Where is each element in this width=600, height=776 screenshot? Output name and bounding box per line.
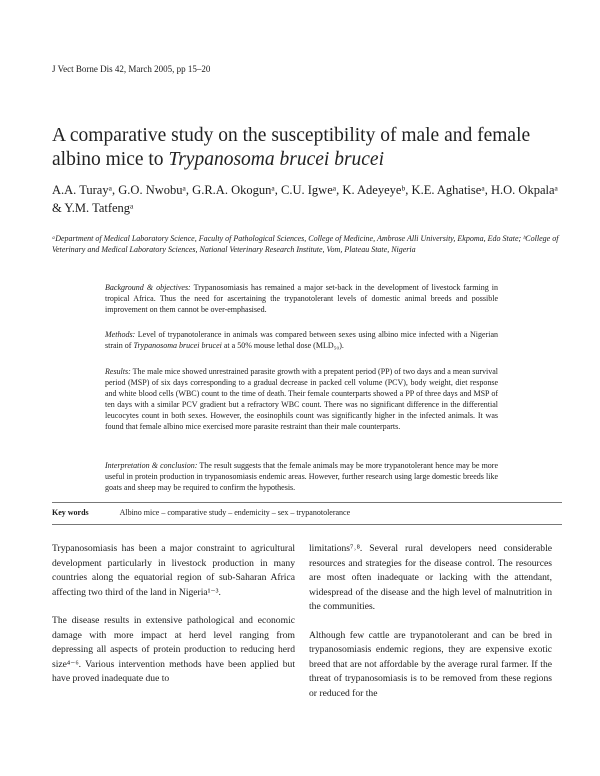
keywords-bottom-rule <box>52 524 562 525</box>
body-column-right <box>309 542 552 715</box>
paper-title <box>52 124 552 172</box>
interpretation-text: The result suggests that the female animals may be more trypanotolerant hence may be more useful in protein production in trypanosomiasis endemic areas. However, further research using large domestic breeds like goats and sheep may be required to confirm the hypothesis. <box>105 461 499 492</box>
results-text: The male mice showed unrestrained parasite growth with a prepatent period (PP) of two days and a mean survival period (MSP) of six days corresponding to a gradual decrease in packed cell volume (PCV), body weight, diet response and white blood cells (WBC) count to the time of death. Their female counterparts showed a PP of three days and MSP of ten days with a similar PCV gradient but a refractory WBC count. There was no significant difference in the differential leucocytes count in both sexes. However, the eosinophils count was significantly higher in the infected animals. It was found that female albino mice exercised more parasite restraint than their male counterparts. <box>105 367 498 431</box>
abstract-results <box>105 366 498 432</box>
body-paragraph: The disease results in extensive pathological and economic damage with more impact at herd level ranging from depressing all aspects of protein production to reducing herd size⁴⁻⁶. Various intervention methods have been applied but have proved inadequate due to <box>52 615 295 684</box>
title-species: Trypanosoma brucei brucei <box>168 149 385 170</box>
author-list: A.A. Turayᵃ, G.O. Nwobuᵃ, G.R.A. Okogunᵃ, C.U. Igweᵃ, K. Adeyeyeᵇ, K.E. Aghatiseᵃ, H.O. Okpalaᵃ & Y.M. Tatfengᵃ <box>52 183 558 215</box>
abstract-interpretation <box>105 460 498 493</box>
body-column-left <box>52 542 295 701</box>
affiliation-b: ᵇCollege of Veterinary and Medical Laboratory Sciences, National Veterinary Research Institute, Vom, Plateau State, Nigeria <box>52 234 559 255</box>
methods-text-end: at a 50% mouse lethal dose (MLD₅₀). <box>223 341 344 350</box>
body-paragraph: Trypanosomiasis has been a major constraint to agricultural development particularly in livestock production in many countries along the equatorial region of sub-Saharan Africa affecting two third of the land in Nigeria¹⁻³. <box>52 543 295 598</box>
title-text: A comparative study on the susceptibility of male and female albino mice to <box>52 125 531 170</box>
keywords-label: Key words <box>52 508 89 517</box>
keywords-text: Albino mice – comparative study – endemicity – sex – trypanotolerance <box>119 508 351 517</box>
methods-label: Methods: <box>105 330 136 339</box>
abstract-methods <box>105 329 498 351</box>
journal-citation: J Vect Borne Dis 42, March 2005, pp 15–20 <box>52 64 211 74</box>
methods-text: Level of trypanotolerance in animals was compared between sexes using albino mice infected with a Nigerian strain of <box>105 330 499 350</box>
keywords-top-rule <box>52 502 562 503</box>
keywords <box>52 508 562 517</box>
body-paragraph: limitations⁷˒⁸. Several rural developers need considerable resources and strategies for the disease control. The resources are most often inadequate or lacking with the attendant, widespread of the disease and the high level of malnutrition in the communities. <box>309 543 552 612</box>
background-label: Background & objectives: <box>105 283 191 292</box>
background-text: Trypanosomiasis has remained a major set-back in the development of livestock farming in tropical Africa. Thus the need for ascertaining the trypanotolerant levels of domestic animal breeds and possible improvement on them cannot be over-emphasised. <box>105 283 499 314</box>
abstract-background <box>105 282 498 315</box>
methods-species: Trypanosoma brucei brucei <box>133 341 222 350</box>
affiliations <box>52 233 562 255</box>
interpretation-label: Interpretation & conclusion: <box>105 461 198 470</box>
results-label: Results: <box>105 367 131 376</box>
body-paragraph: Although few cattle are trypanotolerant and can be bred in trypanosomiasis endemic regions, they are expensive exotic breed that are not affordable by the average rural farmer. If the threat of trypanosomiasis is to be removed from these regions or reduced for the <box>309 629 552 699</box>
affiliation-a: ᵃDepartment of Medical Laboratory Science, Faculty of Pathological Sciences, College of Medicine, Ambrose Alli University, Ekpoma, Edo State; <box>52 234 522 243</box>
